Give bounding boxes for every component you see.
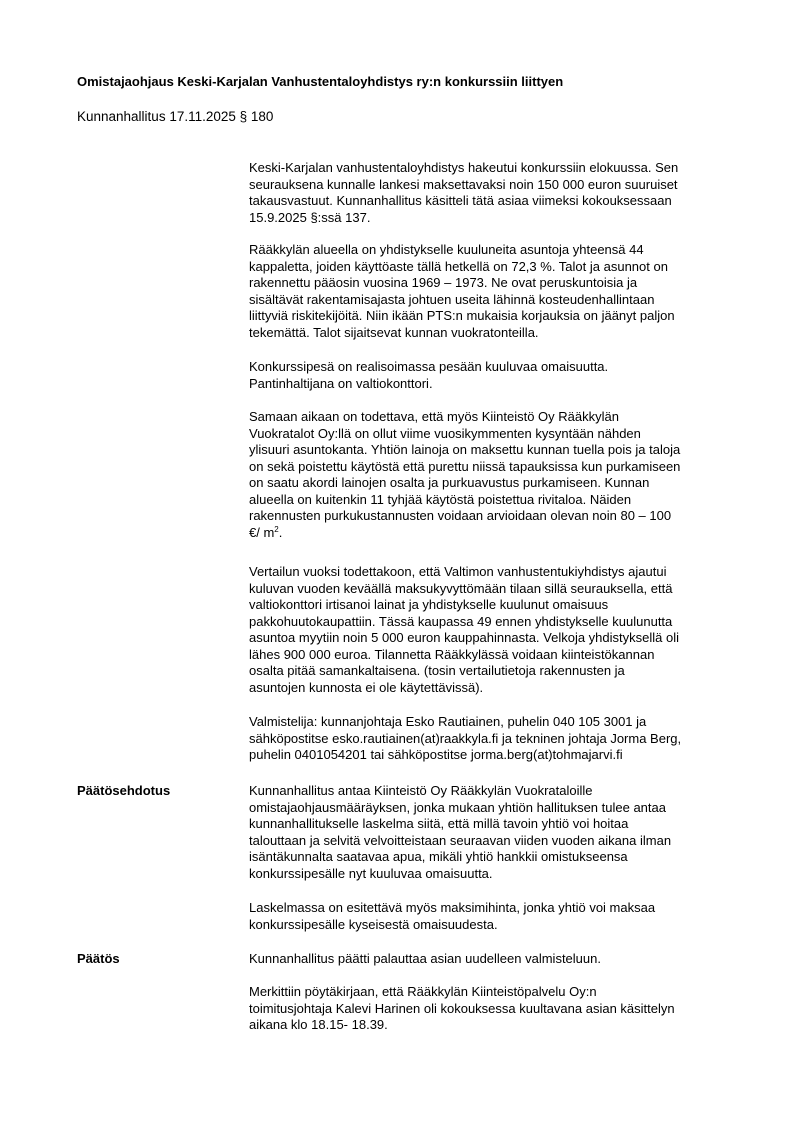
text-line: Rääkkylän alueella on yhdistykselle kuuluneita asuntoja yhteensä 44 [249,242,644,257]
preparer-info [249,714,769,764]
text-line: Valmistelija: kunnanjohtaja Esko Rautiainen, puhelin 040 105 3001 ja [249,714,647,729]
text-line: Konkurssipesä on realisoimassa pesään kuuluvaa omaisuutta. [249,359,609,374]
text-line: Merkittiin pöytäkirjaan, että Rääkkylän Kiinteistöpalvelu Oy:n [249,984,597,999]
proposal-paragraph-2 [249,900,769,933]
text-line: valtiokonttori irtisanoi lainat ja yhdistykselle kuulunut omaisuus [249,597,609,612]
text-line: lähes 900 000 euroa. Tilannetta Rääkkylässä voidaan kiinteistökannan [249,646,655,662]
background-paragraph-5 [249,564,769,696]
text-line: ylisuuri asuntokanta. Yhtiön lainoja on maksettu kunnan tuella pois ja taloja [249,442,681,457]
unit-superscript: 2 [274,524,279,534]
decision-label: Päätös [77,951,120,966]
text-line: 15.9.2025 §:ssä 137. [249,209,371,225]
background-paragraph-1 [249,160,769,226]
document-title: Omistajaohjaus Keski-Karjalan Vanhustentaloyhdistys ry:n konkurssiin liittyen [77,74,564,89]
text-line: sähköpostitse esko.rautiainen(at)raakkyla.fi ja tekninen johtaja Jorma Berg, [249,730,682,746]
text-line: Vertailun vuoksi todettakoon, että Valtimon vanhustentukiyhdistys ajautui [249,564,667,579]
text-line: konkurssipesälle kyseisestä omaisuudesta. [249,916,498,932]
unit-prefix: €/ m [249,524,275,540]
text-line: Kunnanhallitus antaa Kiinteistö Oy Rääkkylän Vuokrataloille [249,783,593,798]
text-line: on saatu akordi lainojen osalta ja purkuavustus purkamiseen. Kunnan [249,475,650,490]
text-line: sisältävät rakentamisajasta johtuen useita lähinnä kosteudenhallintaan [249,291,655,307]
text-line: pakkohuutokaupattiin. Tässä kaupassa 49 ennen yhdistykselle kuulunutta [249,613,673,629]
text-line: tekemättä. Talot sijaitsevat kunnan vuokratonteilla. [249,324,539,340]
text-line: talouttaan ja selvitä velvoitteistaan seuraavan viiden vuoden aikana ilman [249,832,672,848]
text-line: liittyviä riskitekijöitä. Niin ikään PTS:n mukaisia korjauksia on jäänyt paljon [249,308,675,323]
text-line: konkurssipesälle nyt kuuluvaa omaisuutta. [249,865,493,881]
proposal-label: Päätösehdotus [77,783,171,798]
decision-paragraph-2 [249,984,769,1034]
text-line: toimitusjohtaja Kalevi Harinen oli kokouksessa kuultavana asian käsittelyn [249,1000,675,1016]
text-line: Kunnanhallitus päätti palauttaa asian uudelleen valmisteluun. [249,951,601,966]
text-line: Laskelmassa on esitettävä myös maksimihinta, jonka yhtiö voi maksaa [249,900,656,915]
text-line: omistajaohjausmääräyksen, jonka mukaan yhtiön hallituksen tulee antaa [249,799,666,815]
text-line: seurauksena kunnalle lankesi maksettavaksi noin 150 000 euron suuruiset [249,176,678,192]
text-line: on sekä poistettu käytöstä että purettu niissä tapauksissa kun purkamiseen [249,458,681,474]
text-line: asuntoa myytiin noin 5 000 euron kauppahinnasta. Velkoja yhdistyksellä oli [249,630,679,645]
text-line: Pantinhaltijana on valtiokonttori. [249,375,433,391]
text-line: Vuokratalot Oy:llä on ollut viime vuosikymmenten kysyntään nähden [249,425,641,441]
text-line: alueella on kuitenkin 11 tyhjää käytöstä poistettua rivitaloa. Näiden [249,491,632,507]
text-line: asuntojen kunnosta ei ole käytettävissä). [249,679,484,695]
text-line: kappaletta, joiden käyttöaste tällä hetkellä on 72,3 %. Talot ja asunnot on [249,258,668,274]
text-line [249,525,769,542]
text-line: osalta pitää samankaltaisena. (tosin vertailutietoja rakennusten ja [249,663,625,678]
text-line: takausvastuut. Kunnanhallitus käsitteli tätä asiaa viimeksi kokouksessaan [249,193,672,208]
text-line: kunnanhallitukselle laskelma siitä, että millä tavoin yhtiö voi hoitaa [249,816,629,831]
unit-suffix: . [278,524,283,540]
text-line: isäntäkunnalta saatavaa apua, mikäli yhtiö hankkii omistukseensa [249,849,628,864]
background-paragraph-2 [249,242,769,341]
decision-paragraph-1 [249,951,769,968]
proposal-paragraph-1 [249,783,769,882]
text-line: Keski-Karjalan vanhustentaloyhdistys hakeutui konkurssiin elokuussa. Sen [249,160,679,175]
background-paragraph-3 [249,359,769,392]
text-line: Samaan aikaan on todettava, että myös Kiinteistö Oy Rääkkylän [249,409,619,424]
text-line: kuluvan vuoden keväällä maksukyvyttömään tilaan sillä seurauksella, että [249,580,673,596]
text-line: puhelin 0401054201 tai sähköpostitse jorma.berg(at)tohmajarvi.fi [249,747,623,762]
text-line: rakennusten purkukustannusten voidaan arvioidaan olevan noin 80 – 100 [249,508,672,523]
text-line: aikana klo 18.15- 18.39. [249,1017,388,1032]
text-line: rakennettu pääosin vuosina 1969 – 1973. Ne ovat peruskuntoisia ja [249,275,638,290]
background-paragraph-4 [249,409,769,541]
meeting-reference: Kunnanhallitus 17.11.2025 § 180 [77,109,274,124]
